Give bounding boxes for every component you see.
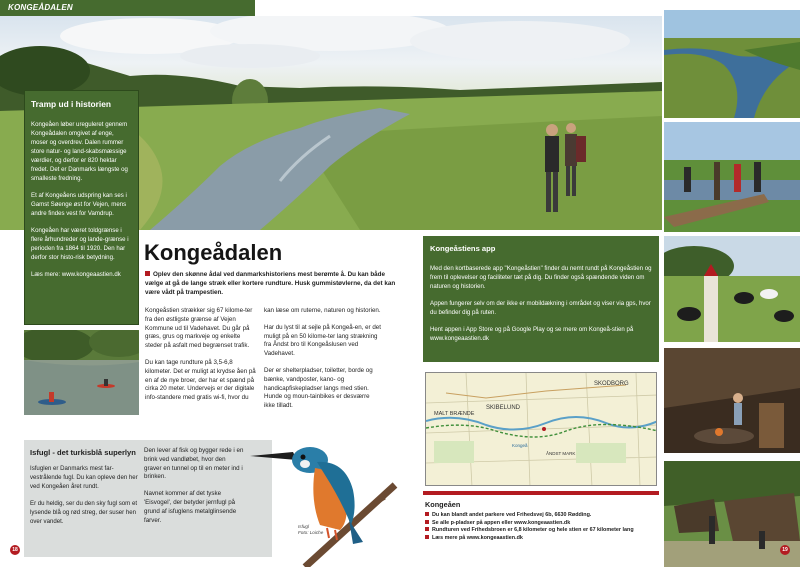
section-tab	[0, 0, 255, 16]
info-title: Kongeåen	[425, 500, 461, 509]
kingfisher-paragraph: Er du heldig, ser du den sky fugl som et lysende blå og rød streg, der suser hen over vandet.	[30, 500, 138, 525]
article-paragraph: Har du lyst til at sejle på Kongeå-en, er det muligt på en 50 kilome-ter lang strækning fra Åndst bro til Kongeåslusen ved Vadehavet.	[264, 323, 381, 358]
info-item	[425, 520, 665, 528]
route-map	[425, 372, 657, 486]
info-item-text: Se alle p-pladser på appen eller www.kongeaastien.dk	[432, 519, 571, 526]
info-item	[425, 535, 665, 543]
article-column-2	[264, 307, 382, 419]
sidebar-paragraph: Et af Kongeåens udspring kan ses i Gamst Søenge øst for Vejen, mens andre findes vest for Vamdrup.	[31, 192, 127, 217]
article-paragraph: Den lever af fisk og bygger rede i en brink ved vandløbet, hvor den graver en tunnel op til en meter ind i brinken.	[144, 447, 244, 481]
campfire-shelter-photo	[664, 348, 800, 453]
sidebar-title: Tramp ud i historien	[31, 99, 112, 109]
cows-signpost-photo	[664, 236, 800, 342]
sidebar-paragraph: Kongeåen løber ureguleret gennem Kongeådalen omgivet af enge, moser og overdrev. Dalen rummer store natur- og land-skabsmæssige værdier, og derfor er 820 hektar fredet. Det er Danmarks længste og smalleste fredning.	[31, 121, 128, 182]
app-box-title: Kongeåstiens app	[430, 244, 496, 253]
article-paragraph: Der er shelterpladser, toiletter, borde og bænke, vandposter, kano- og handicapfiskepladser langs med stien. Hunde og moun-tainbikes er desværre ikke tilladt.	[264, 366, 373, 410]
lead-bullet-icon	[145, 271, 150, 276]
kingfisher-title: Isfugl - det turkisblå superlyn	[30, 448, 136, 457]
article-paragraph: kan læse om ruterne, naturen og historien.	[264, 307, 381, 314]
app-info-box	[423, 236, 659, 362]
article-lead-text: Oplev den skønne ådal ved danmarkshistoriens mest berømte å. Du kan både vælge at gå de lange stræk eller kortere rundture. Husk gummistøvlerne, da det kan være vådt på trampestien.	[145, 271, 396, 296]
app-paragraph: Appen fungerer selv om der ikke er mobildækning i området og viser via gps, hvor du befinder dig på ruten.	[430, 300, 651, 316]
info-list	[425, 512, 665, 542]
bullet-icon	[425, 535, 429, 539]
info-item	[425, 527, 665, 535]
aerial-river-photo	[664, 10, 800, 118]
bullet-icon	[425, 527, 429, 531]
article-paragraph: Kongeåstien strækker sig 67 kilome-ter fra den østligste grænse af Vejen Kommune ud til Vadehavet. Du går på græs, grus og markveje og enkelte steder på asfalt med begrænset trafik.	[145, 307, 253, 350]
app-paragraph: Hent appen i App Store og på Google Play og se mere om Kongeå-stien på www.kongeaastien.dk	[430, 326, 634, 342]
info-divider	[423, 491, 659, 495]
map-label: Kongeå	[512, 443, 528, 448]
photo-credit-line: Foto: Loiche	[298, 530, 324, 535]
article-paragraph: Navnet kommer af det tyske 'Eisvogel', der betyder jernfugl på grund af isfuglens metalglinsende farver.	[144, 490, 237, 524]
kingfisher-paragraph: Isfuglen er Danmarks mest far-vestrålende fugl. Du kan opleve den her ved Kongeåen året rundt.	[30, 465, 138, 490]
article-column-3	[144, 447, 244, 533]
page-number-right: 19	[780, 545, 790, 555]
info-item	[425, 512, 665, 520]
sidebar-read-more: Læs mere: www.kongeaastien.dk	[31, 271, 121, 278]
map-label: MALT BRÆNDE	[434, 411, 475, 417]
map-label: SKIBELUND	[486, 405, 521, 411]
jetty-people-photo	[664, 122, 800, 232]
photo-credit-line: Isfugl	[298, 524, 309, 529]
article-column-1	[145, 307, 257, 411]
map-label: SKODBORG	[594, 381, 629, 387]
info-item-text: Læs mere på www.kongeaastien.dk	[432, 534, 523, 541]
kingfisher-text	[30, 464, 138, 534]
history-sidebar-box	[24, 90, 139, 325]
kongeaaen-info	[425, 500, 665, 542]
article-lead	[145, 270, 400, 297]
article-paragraph: Du kan tage rundture på 3,5-6,8 kilometer. Det er muligt at krydse åen på en af de nye broer, der har et spænd på cirka 20 meter. Undervejs er der digitale info-standere med gratis wi-fi, hvor du	[145, 358, 256, 402]
app-paragraph: Med den kortbaserede app "Kongeåstien" finder du nemt rundt på Kongeåstien og frem til oplevelser og faciliteter tæt på dig. Du finder også spændende viden om naturen og historien.	[430, 265, 652, 290]
info-item-text: Du kan blandt andet parkere ved Frihedsvej 6b, 6630 Rødding.	[432, 512, 592, 518]
section-tab-label: KONGEÅDALEN	[8, 3, 73, 12]
photo-credit	[298, 524, 323, 536]
canoe-photo	[24, 330, 139, 415]
bullet-icon	[425, 520, 429, 524]
map-label: ÅNDST MARK	[546, 451, 576, 456]
bullet-icon	[425, 512, 429, 516]
sidebar-paragraph: Kongeåen har været toldgrænse i flere århundreder og lande-grænse i perioden fra 1864 til 1920. Den har derfor stor histo-risk betydning.	[31, 227, 129, 261]
article-title: Kongeådalen	[144, 240, 283, 265]
page-number-left: 18	[10, 545, 20, 555]
kingfisher-bird-image	[245, 430, 405, 567]
info-item-text: Rundturen ved Frihedsbroen er 6,8 kilometer og hele stien er 67 kilometer lang	[432, 527, 634, 534]
